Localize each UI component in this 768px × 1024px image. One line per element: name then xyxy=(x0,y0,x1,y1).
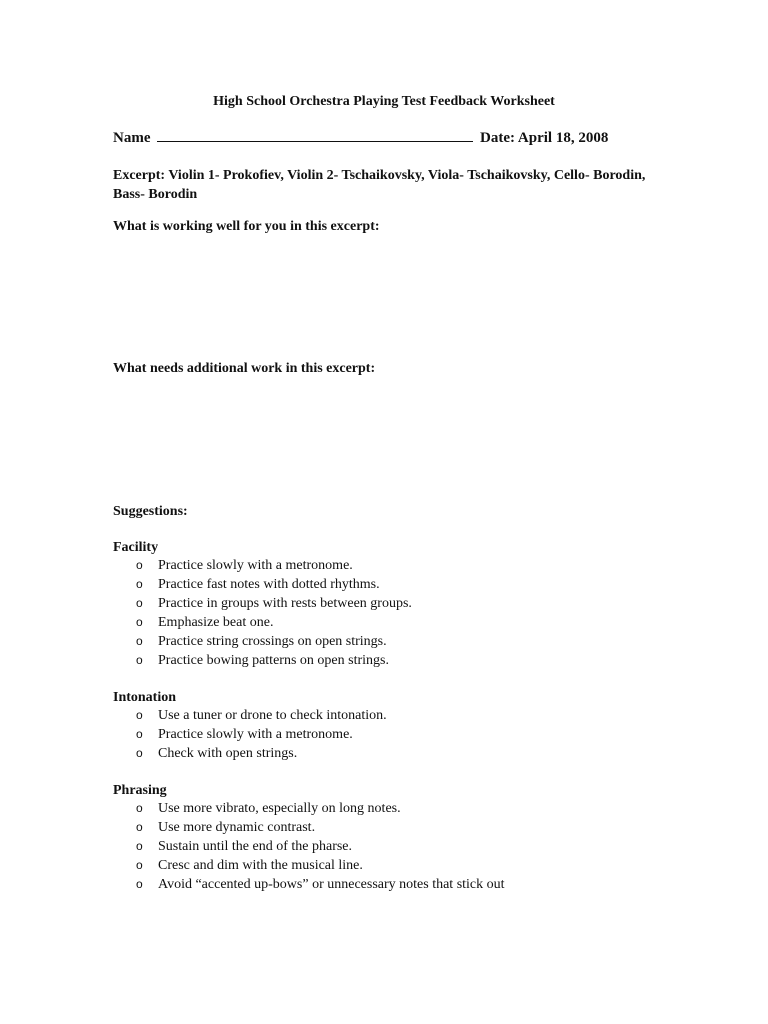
question-working-well: What is working well for you in this excerpt: xyxy=(113,219,380,234)
list-item-text: Practice slowly with a metronome. xyxy=(158,727,353,742)
section-heading-facility: Facility xyxy=(113,540,159,555)
bullet-icon: o xyxy=(136,577,143,591)
list-item-text: Practice in groups with rests between groups. xyxy=(158,596,412,611)
list-item xyxy=(136,746,297,762)
bullet-icon: o xyxy=(136,839,143,853)
bullet-icon: o xyxy=(136,746,143,760)
list-item-text: Practice slowly with a metronome. xyxy=(158,558,353,573)
list-item-text: Use a tuner or drone to check intonation. xyxy=(158,708,387,723)
bullet-icon: o xyxy=(136,653,143,667)
list-item-text: Practice fast notes with dotted rhythms. xyxy=(158,577,380,592)
list-item xyxy=(136,801,401,817)
list-item-text: Avoid “accented up-bows” or unnecessary notes that stick out xyxy=(158,877,505,892)
date-label: Date: April 18, 2008 xyxy=(480,130,609,146)
list-item xyxy=(136,615,273,631)
name-blank-field[interactable] xyxy=(157,129,473,142)
list-item-text: Practice bowing patterns on open strings. xyxy=(158,653,389,668)
list-item xyxy=(136,596,412,612)
bullet-icon: o xyxy=(136,727,143,741)
list-item-text: Cresc and dim with the musical line. xyxy=(158,858,363,873)
bullet-icon: o xyxy=(136,558,143,572)
list-item xyxy=(136,634,387,650)
bullet-icon: o xyxy=(136,858,143,872)
suggestions-heading: Suggestions: xyxy=(113,504,188,519)
list-item-text: Sustain until the end of the pharse. xyxy=(158,839,353,854)
list-item-text: Check with open strings. xyxy=(158,746,298,761)
list-item-text: Practice string crossings on open strings. xyxy=(158,634,387,649)
name-label: Name xyxy=(113,130,151,146)
list-item xyxy=(136,727,353,743)
list-item xyxy=(136,858,363,874)
list-item xyxy=(136,558,353,574)
bullet-icon: o xyxy=(136,801,143,815)
list-item xyxy=(136,653,389,669)
bullet-icon: o xyxy=(136,877,143,891)
list-item xyxy=(136,708,387,724)
list-item-text: Emphasize beat one. xyxy=(158,615,274,630)
bullet-icon: o xyxy=(136,708,143,722)
bullet-icon: o xyxy=(136,820,143,834)
section-heading-phrasing: Phrasing xyxy=(113,783,167,798)
question-needs-work: What needs additional work in this excerpt: xyxy=(113,361,376,376)
list-item-text: Use more vibrato, especially on long notes. xyxy=(158,801,401,816)
document-title: High School Orchestra Playing Test Feedback Worksheet xyxy=(213,94,555,109)
list-item-text: Use more dynamic contrast. xyxy=(158,820,316,835)
bullet-icon: o xyxy=(136,596,143,610)
section-heading-intonation: Intonation xyxy=(113,690,177,705)
excerpt-text: Excerpt: Violin 1- Prokofiev, Violin 2- Tschaikovsky, Viola- Tschaikovsky, Cello- Borodin, Bass- Borodin xyxy=(113,168,646,202)
bullet-icon: o xyxy=(136,634,143,648)
list-item xyxy=(136,820,315,836)
list-item xyxy=(136,577,380,593)
name-date-line xyxy=(113,129,608,147)
list-item xyxy=(136,877,505,893)
list-item xyxy=(136,839,352,855)
bullet-icon: o xyxy=(136,615,143,629)
